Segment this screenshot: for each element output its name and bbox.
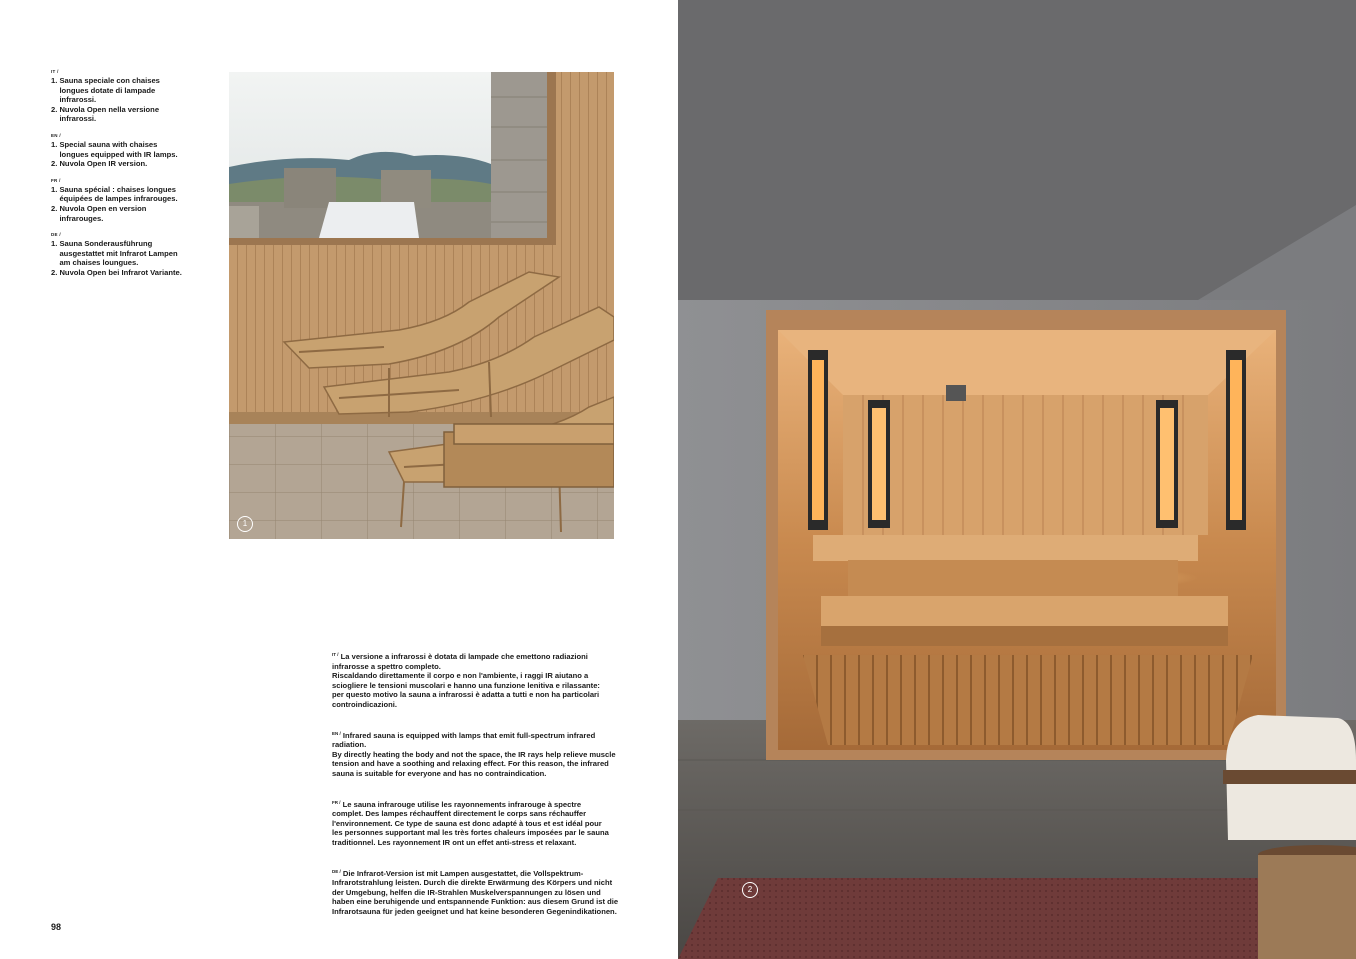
body-line: complet. Des lampes réchauffent directement le corps sans réchauffer [332, 809, 587, 819]
caption-en [51, 132, 201, 169]
body-line: tension and have a soothing and relaxing effect. For this reason, the infrared [332, 759, 609, 769]
body-text-column [332, 650, 622, 925]
caption-line: 1. Sauna speciale con chaises [51, 76, 160, 85]
para-lang-tag: EN / [332, 730, 341, 736]
caption-lang-tag: IT / [51, 69, 59, 74]
caption-line: 2. Nuvola Open nella versione [51, 104, 160, 114]
body-line: der Umgebung, helfen die IR-Strahlen Muskelverspannungen zu lösen und [332, 887, 601, 897]
body-line: La versione a infrarossi è dotata di lampade che emettono radiazioni [340, 652, 588, 661]
paragraph-en [332, 729, 622, 779]
caption-line: infrarouges. [51, 213, 104, 223]
caption-fr [51, 177, 201, 223]
caption-line: équipées de lampes infrarouges. [51, 194, 178, 204]
caption-line: ausgestattet mit Infrarot Lampen [51, 248, 178, 258]
caption-line: longues equipped with IR lamps. [51, 149, 178, 159]
body-line: Die Infrarot-Version ist mit Lampen ausgestattet, die Vollspektrum- [342, 868, 584, 878]
photo-sauna-chaises-longues [229, 72, 614, 539]
caption-line: am chaises loungues. [51, 258, 139, 268]
body-line: sciogliere le tensioni muscolari e hanno una funzione lenitiva e rilassante: [332, 680, 600, 690]
photo-nuvola-open-ir [678, 0, 1356, 959]
caption-line: 2. Nuvola Open en version [51, 203, 147, 213]
body-line: per questo motivo la sauna a infrarossi è adatta a tutti e non ha particolari [332, 690, 600, 700]
caption-line: infrarossi. [51, 114, 97, 124]
paragraph-fr [332, 798, 622, 848]
body-line: Infrarotsauna für jeden geeignet und hat keine besonderen Gegenindikationen. [332, 906, 617, 916]
photo-2-badge: 2 [742, 882, 758, 898]
caption-line: 1. Sauna spécial : chaises longues [51, 184, 176, 194]
body-line: les personnes supportant mal les très fortes chaleurs imposées par le sauna [332, 828, 609, 838]
caption-column [51, 68, 201, 286]
body-line: infrarosse a spettro completo. [332, 661, 441, 671]
para-lang-tag: IT / [332, 652, 339, 657]
paragraph-de [332, 867, 622, 917]
caption-line: 2. Nuvola Open bei Infrarot Variante. [51, 267, 182, 277]
caption-lang-tag: EN / [51, 132, 61, 138]
caption-line: infrarossi. [51, 95, 97, 105]
sauna-loungers-illustration [229, 72, 614, 539]
body-line: Riscaldando direttamente il corpo e non l'ambiente, i raggi IR aiutano a [332, 671, 589, 681]
body-line: sauna is suitable for everyone and has no contraindication. [332, 768, 547, 778]
page-number: 98 [51, 922, 62, 932]
para-lang-tag: DE / [332, 868, 341, 874]
infrared-sauna-cabin-illustration [678, 0, 1356, 959]
body-line: Le sauna infrarouge utilise les rayonnements infrarouge à spectre [342, 799, 582, 809]
body-line: Infrarotstrahlung leisten. Durch die direkte Erwärmung des Körpers und nicht [332, 878, 613, 888]
body-line: traditionnel. Les rayonnement IR ont un effet anti-stress et relaxant. [332, 837, 577, 847]
caption-lang-tag: DE / [51, 232, 61, 238]
body-line: haben eine beruhigende und entspannende Funktion: aus diesem Grund ist die [332, 897, 619, 907]
paragraph-it [332, 650, 622, 710]
body-line: By directly heating the body and not the space, the IR rays help relieve muscle [332, 749, 616, 759]
caption-line: 2. Nuvola Open IR version. [51, 159, 148, 169]
body-line: controindicazioni. [332, 699, 397, 709]
photo-1-badge: 1 [237, 516, 253, 532]
body-line: l'environnement. Ce type de sauna est donc adapté à tous et est idéal pour [332, 818, 602, 828]
para-lang-tag: FR / [332, 799, 341, 805]
caption-lang-tag: FR / [51, 177, 61, 183]
caption-it [51, 68, 201, 124]
caption-line: 1. Sauna Sonderausführung [51, 239, 153, 249]
body-line: radiation. [332, 740, 367, 750]
caption-de [51, 231, 201, 277]
caption-line: longues dotate di lampade [51, 85, 156, 95]
caption-line: 1. Special sauna with chaises [51, 139, 158, 149]
body-line: Infrared sauna is equipped with lamps that emit full-spectrum infrared [342, 730, 596, 740]
